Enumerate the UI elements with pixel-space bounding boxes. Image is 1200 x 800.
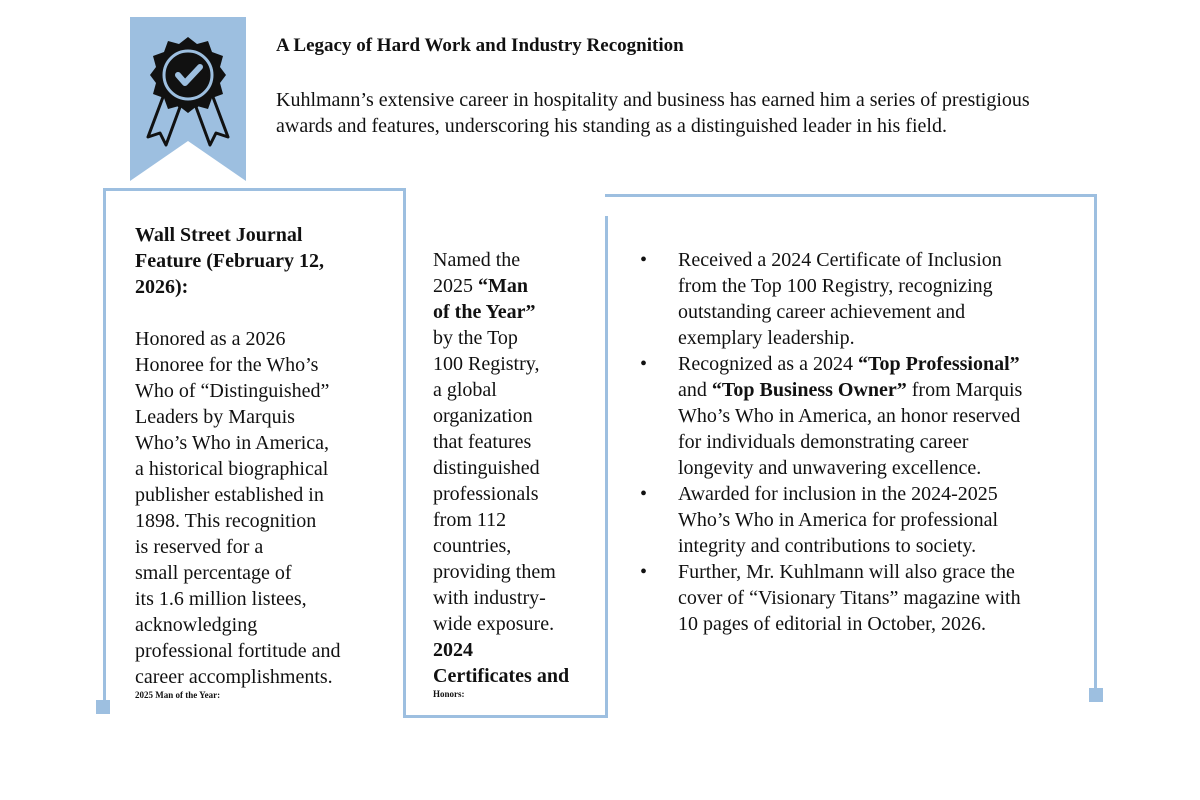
bullet-icon: • xyxy=(640,483,648,505)
certificates-honors-list xyxy=(640,247,1070,637)
middle-footnote: Honors: xyxy=(433,689,465,699)
frame-corner-square-left xyxy=(96,700,110,714)
badge-ribbon xyxy=(130,17,246,181)
list-item: • Further, Mr. Kuhlmann will also grace the cover of “Visionary Titans” magazine with 10 pages of editorial in October, 2026. xyxy=(640,561,1021,635)
wsj-feature-column xyxy=(135,222,365,700)
list-item: • Received a 2024 Certificate of Inclusion from the Top 100 Registry, recognizing outstanding career achievement and exemplary leadership. xyxy=(640,249,1002,349)
wsj-feature-body: Honored as a 2026 Honoree for the Who’s Who of “Distinguished” Leaders by Marquis Who’s Who in America, a historical biographical publisher established in 1898. This recognition is reserved for a small percentage of its 1.6 million listees, acknowledging professional fortitude and career accomplishments. xyxy=(135,328,341,688)
bullet-icon: • xyxy=(640,561,648,583)
list-item: • Recognized as a 2024 “Top Professional” and “Top Business Owner” from Marquis Who’s Who in America, an honor reserved for individuals demonstrating career longevity and unwavering excellence. xyxy=(640,353,1023,479)
man-of-year-column: Named the 2025 “Man of the Year” by the Top 100 Registry, a global organization that features distinguished professionals from 112 countries, providing them with industry- wide exposure. 2024 Certificates and Honors: xyxy=(433,247,593,699)
bullet-icon: • xyxy=(640,353,648,375)
intro-paragraph: Kuhlmann’s extensive career in hospitality and business has earned him a series of prestigious awards and features, underscoring his standing as a distinguished leader in his field. xyxy=(276,89,1030,137)
left-footnote: 2025 Man of the Year: xyxy=(135,690,221,700)
list-item: • Awarded for inclusion in the 2024-2025 Who’s Who in America for professional integrity and contributions to society. xyxy=(640,483,999,557)
wsj-feature-title: Wall Street Journal Feature (February 12, 2026): xyxy=(135,224,325,298)
bullet-icon: • xyxy=(640,249,648,271)
section-title: A Legacy of Hard Work and Industry Recognition xyxy=(276,35,684,56)
frame-corner-square-right xyxy=(1089,688,1103,702)
